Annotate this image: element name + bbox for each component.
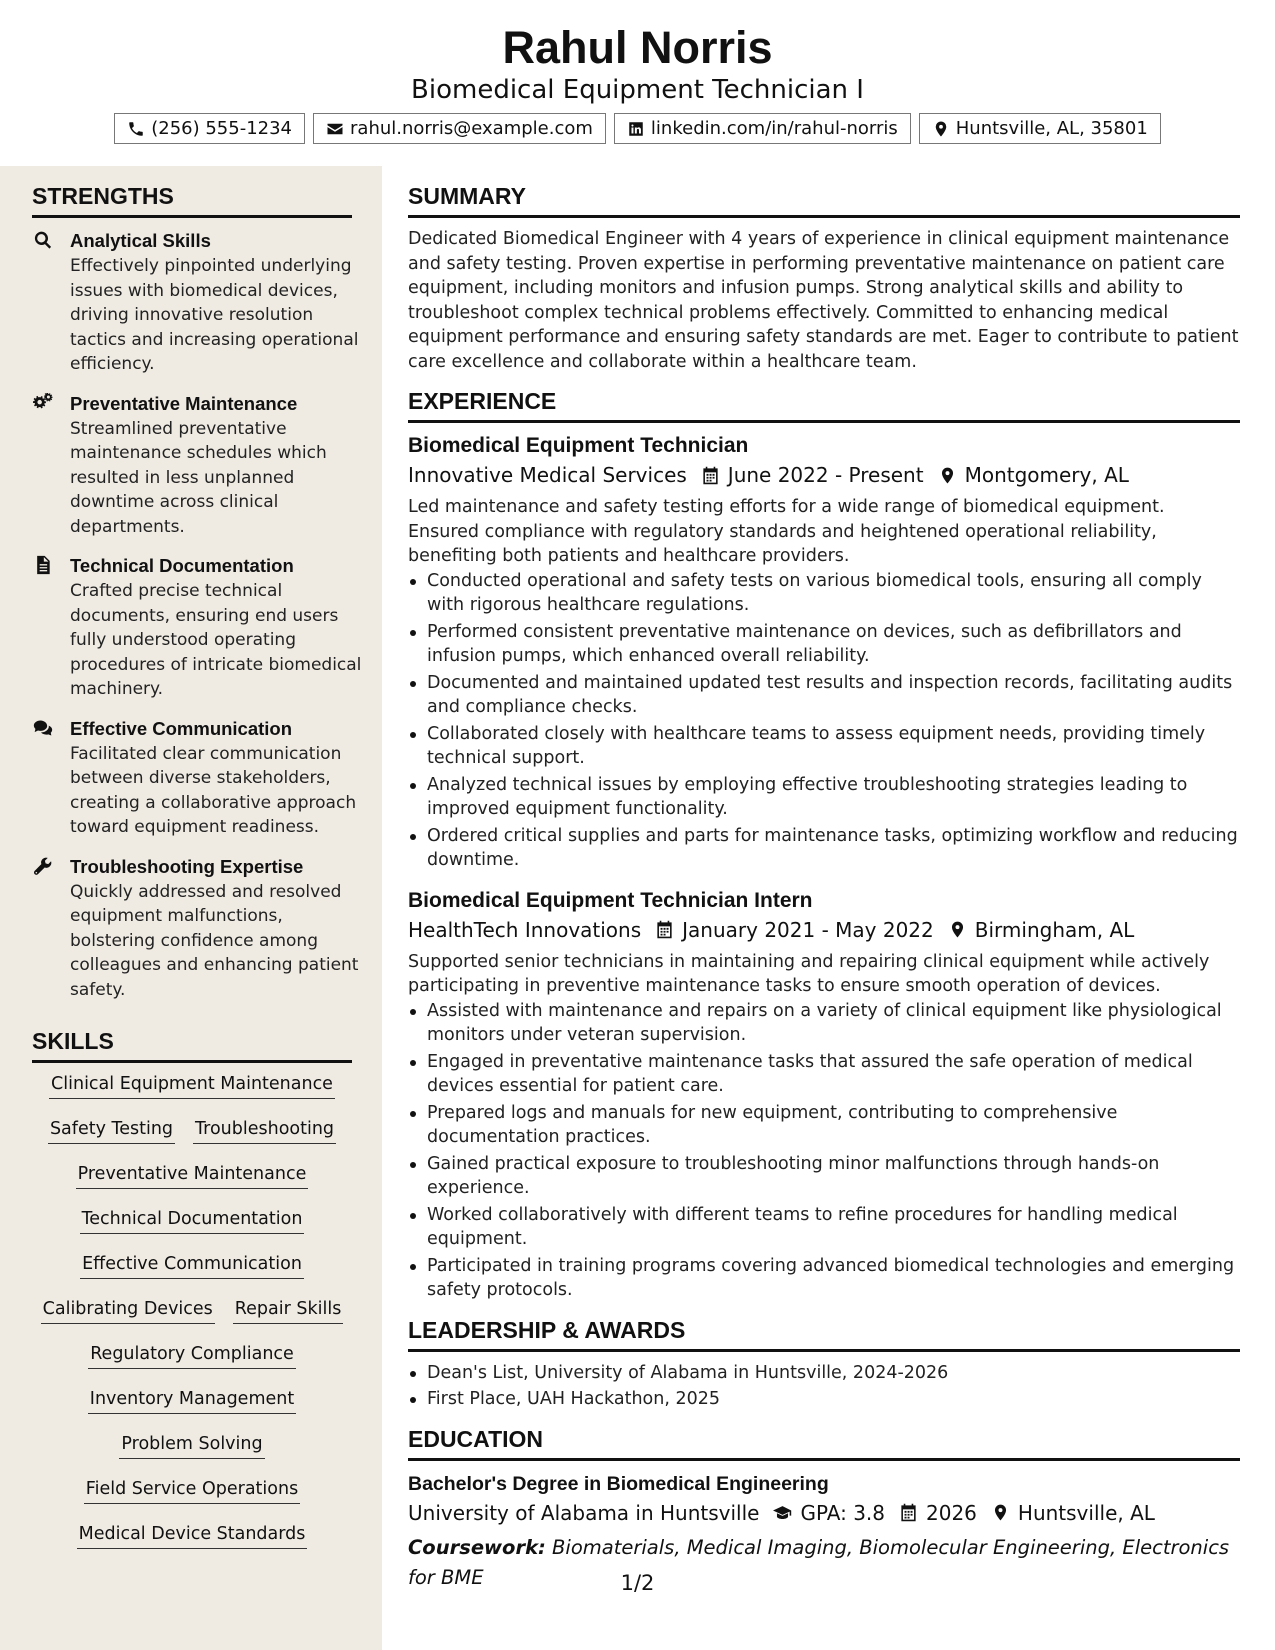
job-bullet: Performed consistent preventative maintenance on devices, such as defibrillators and infusion pumps, which enhanced overall reliability. — [408, 620, 1240, 669]
main-column — [408, 183, 1240, 1607]
page-number: 1/2 — [620, 1571, 655, 1595]
skill-row — [32, 1478, 352, 1523]
strength-item — [32, 553, 362, 702]
skill-row — [32, 1298, 352, 1343]
phone-icon — [127, 120, 145, 138]
skill-tag: Field Service Operations — [84, 1478, 300, 1504]
job-bullet: Worked collaboratively with different teams to refine procedures for handling medical equipment. — [408, 1203, 1240, 1252]
strengths-heading: STRENGTHS — [32, 183, 352, 218]
job-company: HealthTech Innovations — [408, 917, 642, 942]
contact-linkedin-text: linkedin.com/in/rahul-norris — [650, 118, 898, 139]
map-pin-icon — [938, 466, 957, 485]
job-company: Innovative Medical Services — [408, 463, 687, 487]
comments-icon — [32, 718, 54, 738]
skill-tag: Inventory Management — [88, 1388, 296, 1414]
education-meta — [408, 1498, 1240, 1528]
skill-row — [32, 1208, 352, 1253]
skill-tag: Effective Communication — [80, 1253, 304, 1279]
skill-tag: Medical Device Standards — [77, 1523, 308, 1549]
gears-icon — [32, 393, 54, 413]
skill-tag: Preventative Maintenance — [76, 1163, 309, 1189]
experience-heading: EXPERIENCE — [408, 388, 1240, 423]
skill-row — [32, 1523, 352, 1568]
education-gpa: GPA: 3.8 — [800, 1500, 885, 1525]
job-location: Montgomery, AL — [964, 463, 1129, 487]
contact-linkedin[interactable] — [614, 113, 911, 144]
job-bullet: Assisted with maintenance and repairs on a variety of clinical equipment like physiological monitors under veteran supervision. — [408, 999, 1240, 1048]
job-bullet: Engaged in preventative maintenance tasks that assured the safe operation of medical devices essential for patient care. — [408, 1050, 1240, 1099]
award-item: Dean's List, University of Alabama in Huntsville, 2024-2026 — [408, 1361, 1240, 1386]
strength-title: Preventative Maintenance — [70, 392, 298, 414]
award-item: First Place, UAH Hackathon, 2025 — [408, 1387, 1240, 1412]
education-heading: EDUCATION — [408, 1426, 1240, 1461]
skill-tag: Clinical Equipment Maintenance — [49, 1073, 335, 1099]
contact-location-text: Huntsville, AL, 35801 — [955, 118, 1148, 139]
strength-title: Technical Documentation — [70, 555, 294, 576]
strength-title: Troubleshooting Expertise — [70, 855, 304, 877]
job-bullet: Analyzed technical issues by employing effective troubleshooting strategies leading to improved equipment functionality. — [408, 773, 1240, 822]
contact-phone-text: (256) 555-1234 — [151, 118, 293, 139]
map-pin-icon — [932, 120, 950, 138]
contact-phone[interactable] — [114, 113, 305, 144]
job-description: Led maintenance and safety testing efforts for a wide range of biomedical equipment. Ensured compliance with regulatory standards and heightened operational reliability, benefiting both patients and healthcare providers. — [408, 497, 1165, 566]
contact-location — [919, 113, 1161, 144]
skill-row — [32, 1433, 352, 1478]
job-bullet: Gained practical exposure to troubleshooting minor malfunctions through hands-on experience. — [408, 1152, 1240, 1201]
calendar-icon — [655, 920, 674, 939]
summary-heading: SUMMARY — [408, 183, 1240, 218]
calendar-icon — [899, 1503, 918, 1522]
job-bullet: Documented and maintained updated test results and inspection records, facilitating audits and compliance checks. — [408, 671, 1240, 720]
graduation-cap-icon — [773, 1503, 792, 1522]
job-dates: June 2022 - Present — [727, 463, 924, 487]
strength-description: Streamlined preventative maintenance schedules which resulted in less unplanned downtime across clinical departments. — [70, 418, 327, 537]
job-description: Supported senior technicians in maintaining and repairing clinical equipment while actively participating in preventive maintenance tasks to ensure smooth operation of devices. — [408, 951, 1210, 996]
award-list — [408, 1361, 1240, 1412]
leadership-heading: LEADERSHIP & AWARDS — [408, 1317, 1240, 1352]
summary-text: Dedicated Biomedical Engineer with 4 years of experience in clinical equipment maintenance and safety testing. Proven expertise in performing preventative maintenance on patient care equipment, including monitors and infusion pumps. Strong analytical skills and ability to troubleshoot complex technical problems effectively. Committed to enhancing medical equipment performance and ensuring safety standards are met. Eager to contribute to patient care excellence and collaborate within a healthcare team. — [408, 229, 1239, 372]
job-bullet: Prepared logs and manuals for new equipment, contributing to comprehensive documentation practices. — [408, 1101, 1240, 1150]
skill-row — [32, 1343, 352, 1388]
coursework-label: Coursework: — [408, 1535, 546, 1559]
skill-tag: Safety Testing — [48, 1118, 175, 1144]
strength-title: Effective Communication — [70, 717, 293, 739]
strength-description: Effectively pinpointed underlying issues with biomedical devices, driving innovative resolution tactics and increasing operational efficiency. — [70, 256, 359, 374]
contact-email-text: rahul.norris@example.com — [350, 118, 593, 139]
candidate-headline: Biomedical Equipment Technician I — [411, 75, 864, 105]
job-meta — [408, 460, 1240, 490]
wrench-icon — [32, 856, 54, 876]
leadership-section — [408, 1317, 1240, 1412]
skill-tag: Calibrating Devices — [41, 1298, 215, 1324]
skill-row — [32, 1163, 352, 1208]
skill-tag: Problem Solving — [119, 1433, 264, 1459]
education-location: Huntsville, AL — [1017, 1500, 1155, 1525]
job-bullets — [408, 999, 1240, 1303]
experience-section — [408, 388, 1240, 1303]
job-bullet: Conducted operational and safety tests on various biomedical tools, ensuring all comply with rigorous healthcare regulations. — [408, 569, 1240, 618]
skill-tag: Technical Documentation — [80, 1208, 305, 1234]
job-entry — [408, 887, 1240, 1303]
contact-bar — [0, 113, 1275, 144]
skill-row — [32, 1118, 352, 1163]
skills-list — [32, 1073, 352, 1568]
calendar-icon — [701, 466, 720, 485]
document-icon — [32, 555, 54, 575]
strength-item — [32, 228, 362, 377]
summary-section — [408, 183, 1240, 374]
linkedin-icon — [627, 120, 645, 138]
job-entry — [408, 432, 1240, 873]
skill-row — [32, 1073, 352, 1118]
strength-description: Crafted precise technical documents, ensuring end users fully understood operating procedures of intricate biomedical machinery. — [70, 581, 362, 699]
strength-item — [32, 854, 362, 1003]
strength-item — [32, 391, 362, 540]
skills-heading: SKILLS — [32, 1028, 352, 1063]
map-pin-icon — [948, 920, 967, 939]
skill-tag: Troubleshooting — [193, 1118, 336, 1144]
job-meta — [408, 915, 1240, 945]
education-school: University of Alabama in Huntsville — [408, 1500, 760, 1525]
strength-description: Facilitated clear communication between diverse stakeholders, creating a collaborative approach toward equipment readiness. — [70, 743, 357, 837]
education-year: 2026 — [926, 1500, 977, 1525]
job-dates: January 2021 - May 2022 — [682, 917, 934, 942]
job-title: Biomedical Equipment Technician — [408, 434, 749, 457]
strength-item — [32, 716, 362, 840]
job-location: Birmingham, AL — [974, 917, 1135, 942]
map-pin-icon — [991, 1503, 1010, 1522]
skill-tag: Regulatory Compliance — [88, 1343, 296, 1369]
job-bullets — [408, 569, 1240, 873]
education-section — [408, 1426, 1240, 1593]
job-title: Biomedical Equipment Technician Intern — [408, 888, 813, 912]
skill-tag: Repair Skills — [233, 1298, 344, 1324]
contact-email[interactable] — [313, 113, 606, 144]
job-bullet: Participated in training programs covering advanced biomedical technologies and emerging safety protocols. — [408, 1254, 1240, 1303]
skill-row — [32, 1253, 352, 1298]
strength-description: Quickly addressed and resolved equipment malfunctions, bolstering confidence among colleagues and enhancing patient safety. — [70, 881, 359, 1000]
skill-row — [32, 1388, 352, 1433]
job-bullet: Collaborated closely with healthcare teams to assess equipment needs, providing timely technical support. — [408, 722, 1240, 771]
candidate-name: Rahul Norris — [502, 22, 773, 73]
envelope-icon — [326, 120, 344, 138]
education-degree: Bachelor's Degree in Biomedical Engineering — [408, 1472, 829, 1495]
strengths-list — [32, 228, 362, 1016]
strength-title: Analytical Skills — [70, 230, 211, 251]
coursework-list: Biomaterials, Medical Imaging, Biomolecular Engineering, Electronics for BME — [408, 1535, 1230, 1589]
job-bullet: Ordered critical supplies and parts for maintenance tasks, optimizing workflow and reducing downtime. — [408, 824, 1240, 873]
search-icon — [32, 230, 54, 250]
